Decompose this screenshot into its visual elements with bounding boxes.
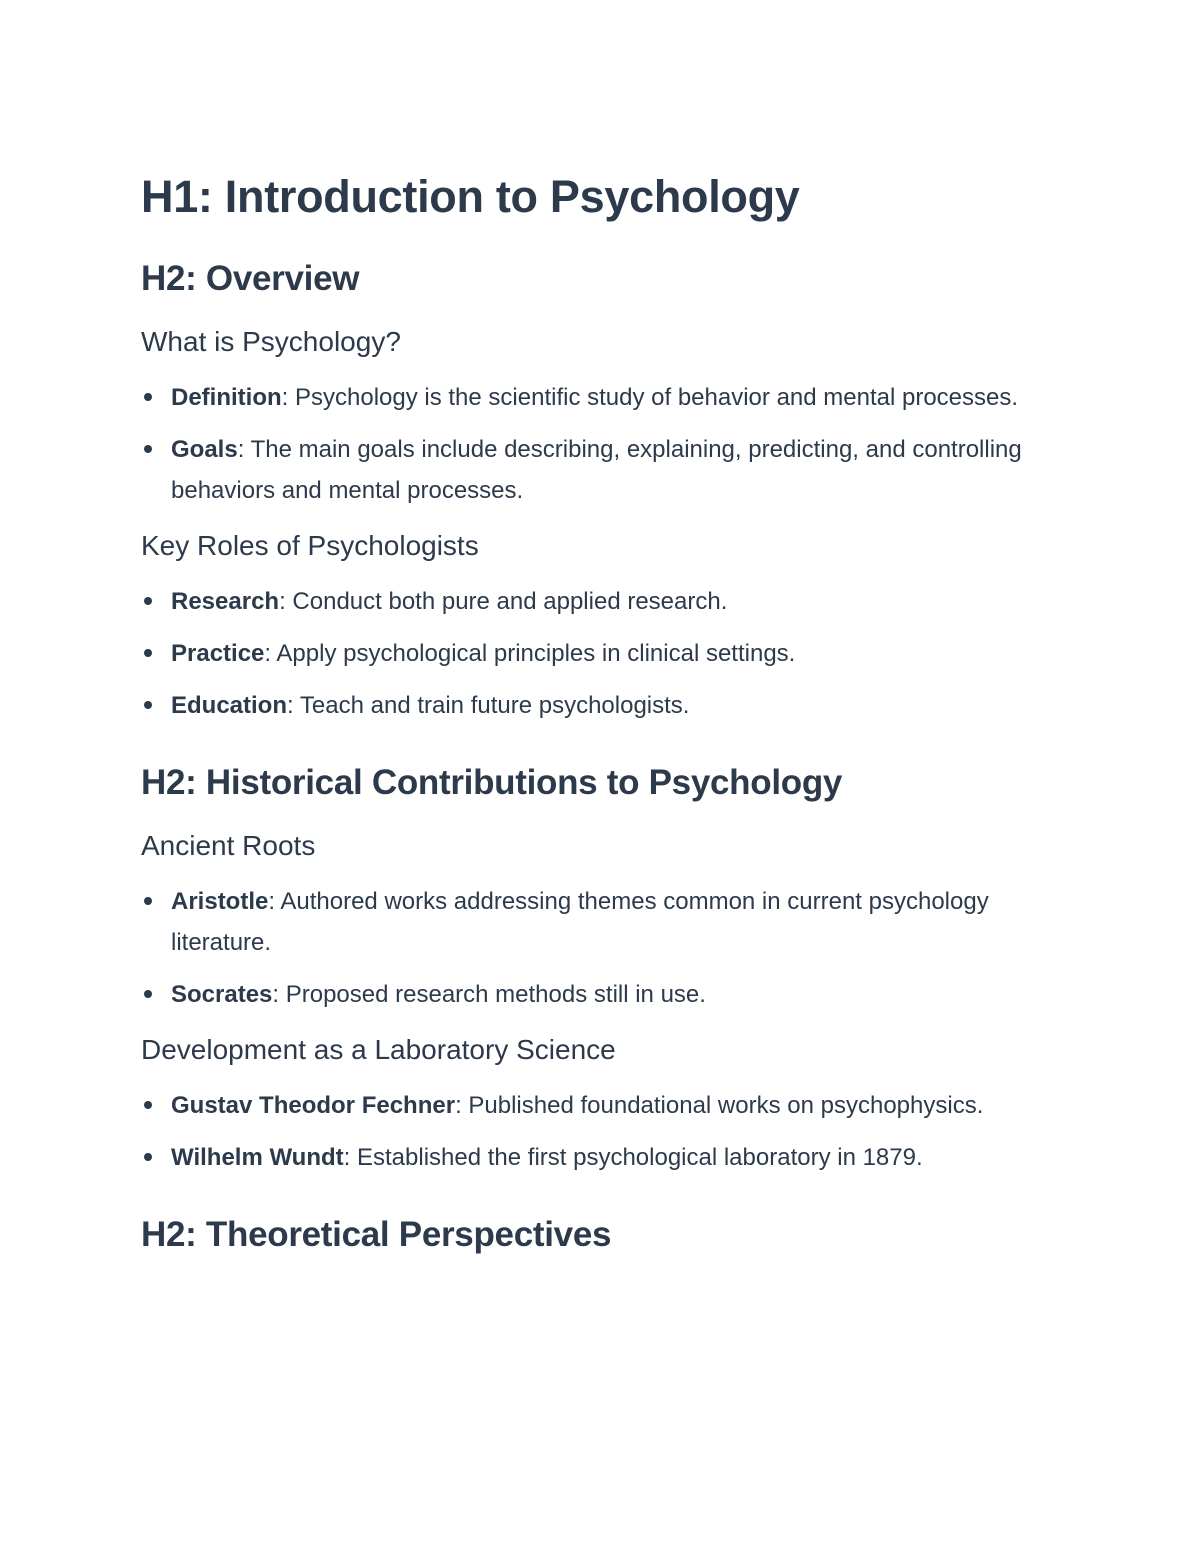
bullet-icon [144,1153,152,1161]
bullet-list [141,1085,1061,1178]
list-item-term: Research [171,588,280,615]
bullet-icon [144,990,152,998]
bullet-list [141,377,1061,511]
list-item-text: : Psychology is the scientific study of behavior and mental processes. [281,384,1019,411]
list-item-text: : Proposed research methods still in use. [272,981,706,1008]
list-item-text: : Authored works addressing themes common in current psychology literature. [171,888,989,956]
list-item-text: : Conduct both pure and applied research. [279,588,728,615]
list-item-text: : Teach and train future psychologists. [287,692,690,719]
subsection-heading-ancient-roots: Ancient Roots [141,830,316,861]
bullet-list [141,881,1061,1015]
list-item [141,1137,1061,1178]
bullet-icon [144,445,152,453]
list-item [141,633,1061,674]
list-item [141,1085,1061,1126]
bullet-list [141,581,1061,726]
list-item-term: Gustav Theodor Fechner [171,1092,456,1119]
list-item [141,377,1061,418]
list-item-text: : Established the first psychological laboratory in 1879. [343,1144,923,1171]
list-item-term: Aristotle [171,888,269,915]
list-item [141,881,1061,963]
list-item-term: Practice [171,640,265,667]
list-item-term: Goals [171,436,238,463]
list-item-text: : The main goals include describing, explaining, predicting, and controlling behaviors and mental processes. [171,436,1022,504]
section-heading-historical-contributions: H2: Historical Contributions to Psychology [141,763,843,802]
subsection-heading-laboratory-science: Development as a Laboratory Science [141,1034,616,1065]
document-page [141,168,1061,1257]
document-title: H1: Introduction to Psychology [141,171,800,222]
bullet-icon [144,597,152,605]
bullet-icon [144,1101,152,1109]
section-heading-overview: H2: Overview [141,259,360,298]
list-item-term: Socrates [171,981,273,1008]
bullet-icon [144,393,152,401]
list-item [141,429,1061,511]
list-item [141,974,1061,1015]
list-item-term: Wilhelm Wundt [171,1144,344,1171]
list-item [141,685,1061,726]
bullet-icon [144,897,152,905]
list-item-text: : Apply psychological principles in clinical settings. [264,640,796,667]
list-item-term: Definition [171,384,282,411]
bullet-icon [144,649,152,657]
list-item [141,581,1061,622]
bullet-icon [144,701,152,709]
section-heading-theoretical-perspectives: H2: Theoretical Perspectives [141,1215,612,1254]
list-item-text: : Published foundational works on psychophysics. [455,1092,984,1119]
list-item-term: Education [171,692,288,719]
subsection-heading-key-roles: Key Roles of Psychologists [141,530,479,561]
subsection-heading-what-is-psychology: What is Psychology? [141,326,401,357]
